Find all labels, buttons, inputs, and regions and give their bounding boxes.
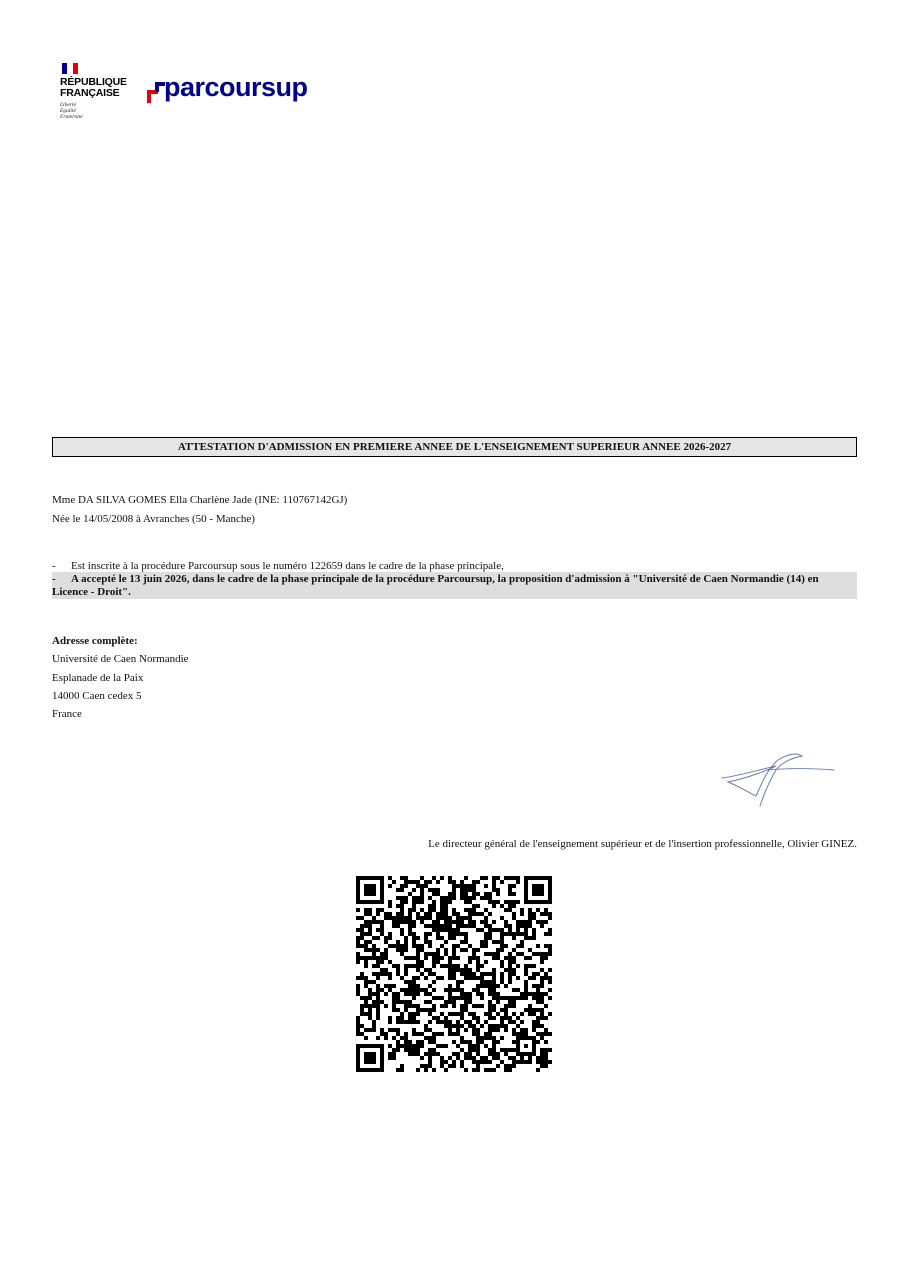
rf-motto (60, 102, 120, 121)
address-line-4: France (52, 708, 82, 720)
signatory-line: Le directeur général de l'enseignement supérieur et de l'insertion professionnelle, Olivier GINEZ. (428, 838, 857, 850)
address-line-1: Université de Caen Normandie (52, 653, 189, 665)
flag-icon (62, 63, 78, 74)
bullet-marker: - (52, 573, 56, 585)
address-line-2: Esplanade de la Paix (52, 672, 144, 684)
address-line-3: 14000 Caen cedex 5 (52, 690, 142, 702)
bullet-admission (52, 573, 857, 598)
parcoursup-logo (146, 72, 336, 106)
bullet-inscription-text: Est inscrite à la procédure Parcoursup sous le numéro 122659 dans le cadre de la phase principale, (71, 560, 504, 572)
bullet-admission-text: A accepté le 13 juin 2026, dans le cadre de la phase principale de la procédure Parcoursup, la proposition d'admission à "Université de Caen Normandie (14) en Licence - Droit". (52, 573, 819, 598)
bullet-marker: - (52, 560, 56, 572)
signature-image (718, 748, 836, 810)
identity-line: Mme DA SILVA GOMES Ella Charlène Jade (INE: 110767142GJ) (52, 494, 348, 506)
qr-code-image (356, 876, 552, 1072)
rf-motto-line-1: Liberté (60, 102, 76, 108)
rf-motto-line-3: Fraternité (60, 114, 83, 121)
rf-title-line-2: FRANÇAISE (60, 87, 120, 99)
parcoursup-mark-icon (146, 80, 166, 104)
bullet-inscription (52, 559, 504, 573)
address-heading: Adresse complète: (52, 635, 138, 647)
parcoursup-wordmark: parcoursup (164, 72, 308, 102)
rf-title-line-1: RÉPUBLIQUE (60, 76, 127, 88)
birth-line: Née le 14/05/2008 à Avranches (50 - Manche) (52, 513, 255, 525)
document-title: ATTESTATION D'ADMISSION EN PREMIERE ANNEE DE L'ENSEIGNEMENT SUPERIEUR ANNEE 2026-2027 (52, 437, 857, 457)
rf-motto-line-2: Égalité (60, 108, 76, 115)
rf-title (60, 77, 140, 99)
